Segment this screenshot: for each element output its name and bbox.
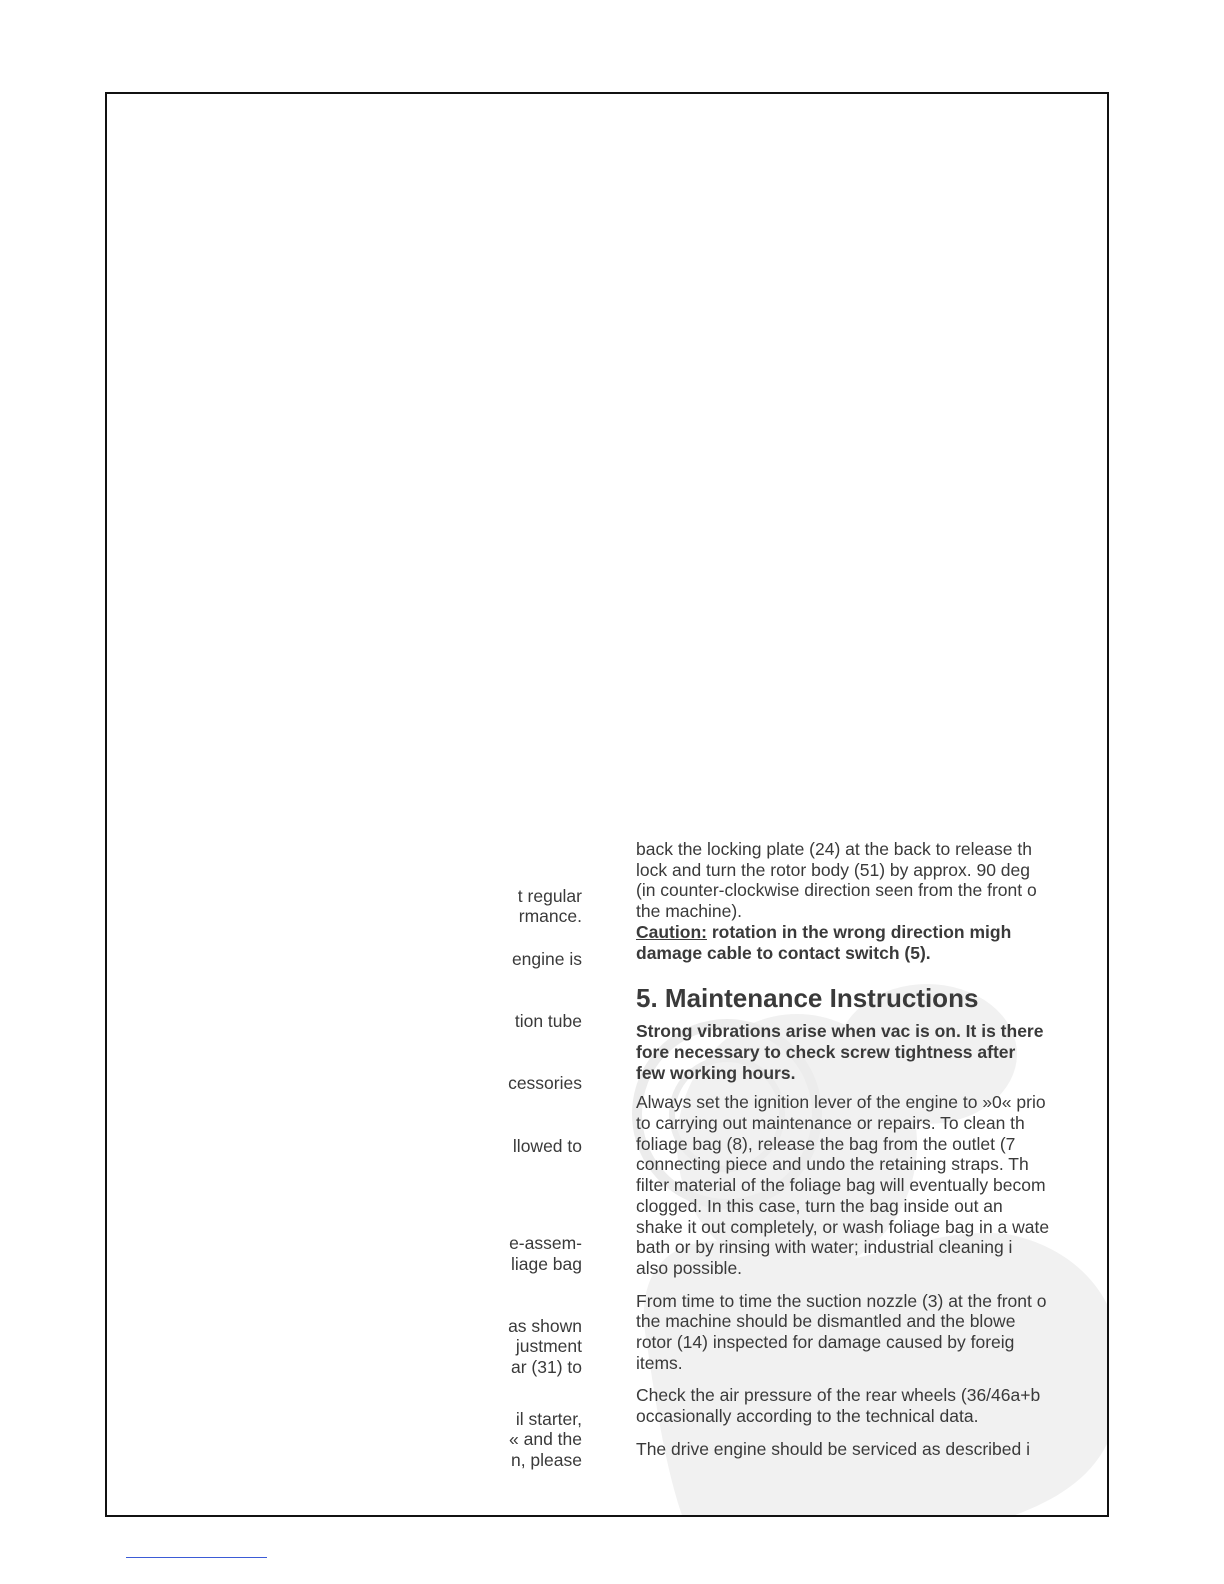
left-fragment: t regular (517, 886, 582, 906)
left-fragment: il starter, (515, 1409, 582, 1429)
text-line: foliage bag (8), release the bag from the outlet (7 (636, 1133, 1016, 1154)
engine-service-paragraph (636, 1439, 1066, 1460)
left-fragment: liage bag (510, 1254, 582, 1274)
left-fragment: rmance. (518, 906, 582, 926)
text-line: (in counter-clockwise direction seen from the front o (636, 880, 1037, 901)
footer-link-underline[interactable] (126, 1557, 267, 1558)
left-fragment: as shown (508, 1316, 582, 1336)
left-fragment: « and the (509, 1429, 582, 1449)
text-line: clogged. In this case, turn the bag inside out an (636, 1195, 1003, 1216)
right-column (636, 839, 1066, 1460)
text-line: Check the air pressure of the rear wheels (36/46a+b (636, 1385, 1041, 1406)
text-line: Always set the ignition lever of the engine to »0« prio (636, 1092, 1046, 1113)
text-line: occasionally according to the technical data. (636, 1406, 979, 1427)
caution-label: Caution: (636, 921, 707, 942)
tire-pressure-paragraph (636, 1385, 1066, 1426)
text-line: rotor (14) inspected for damage caused by foreig (636, 1332, 1015, 1353)
left-fragment: e-assem- (509, 1233, 582, 1253)
text-line: back the locking plate (24) at the back to release th (636, 839, 1032, 859)
left-fragment: tion tube (514, 1011, 582, 1031)
text-line: the machine). (636, 901, 743, 922)
caution-text: rotation in the wrong direction migh (706, 921, 1012, 942)
text-line: Strong vibrations arise when vac is on. It is there (636, 1021, 1044, 1042)
left-fragment: engine is (511, 949, 582, 969)
nozzle-paragraph (636, 1291, 1066, 1374)
caution-note (636, 922, 1066, 963)
text-line: lock and turn the rotor body (51) by approx. 90 deg (636, 859, 1030, 880)
text-line: connecting piece and undo the retaining straps. Th (636, 1154, 1029, 1175)
text-line: items. (636, 1352, 683, 1373)
text-line: The drive engine should be serviced as described i (636, 1438, 1030, 1459)
left-fragment: ar (31) to (511, 1357, 582, 1377)
left-fragment: justment (515, 1336, 582, 1356)
vibration-warning (636, 1021, 1066, 1083)
left-fragment: llowed to (512, 1136, 582, 1156)
rotor-paragraph (636, 839, 1066, 922)
text-line: From time to time the suction nozzle (3) at the front o (636, 1290, 1047, 1311)
section-heading: 5. Maintenance Instructions (636, 983, 979, 1014)
text-line: shake it out completely, or wash foliage bag in a wate (636, 1216, 1050, 1237)
text-line: to carrying out maintenance or repairs. To clean th (636, 1113, 1025, 1134)
caution-text: damage cable to contact switch (5). (636, 942, 931, 963)
page-frame (105, 92, 1109, 1517)
text-line: bath or by rinsing with water; industrial cleaning i (636, 1237, 1013, 1258)
text-line: the machine should be dismantled and the blowe (636, 1311, 1016, 1332)
text-line: few working hours. (636, 1062, 796, 1083)
text-line: filter material of the foliage bag will eventually becom (636, 1175, 1046, 1196)
text-line: also possible. (636, 1257, 743, 1278)
text-line: fore necessary to check screw tightness after (636, 1041, 1016, 1062)
cleaning-paragraph (636, 1092, 1066, 1278)
left-fragment: n, please (510, 1450, 582, 1470)
left-fragment: cessories (508, 1073, 582, 1093)
